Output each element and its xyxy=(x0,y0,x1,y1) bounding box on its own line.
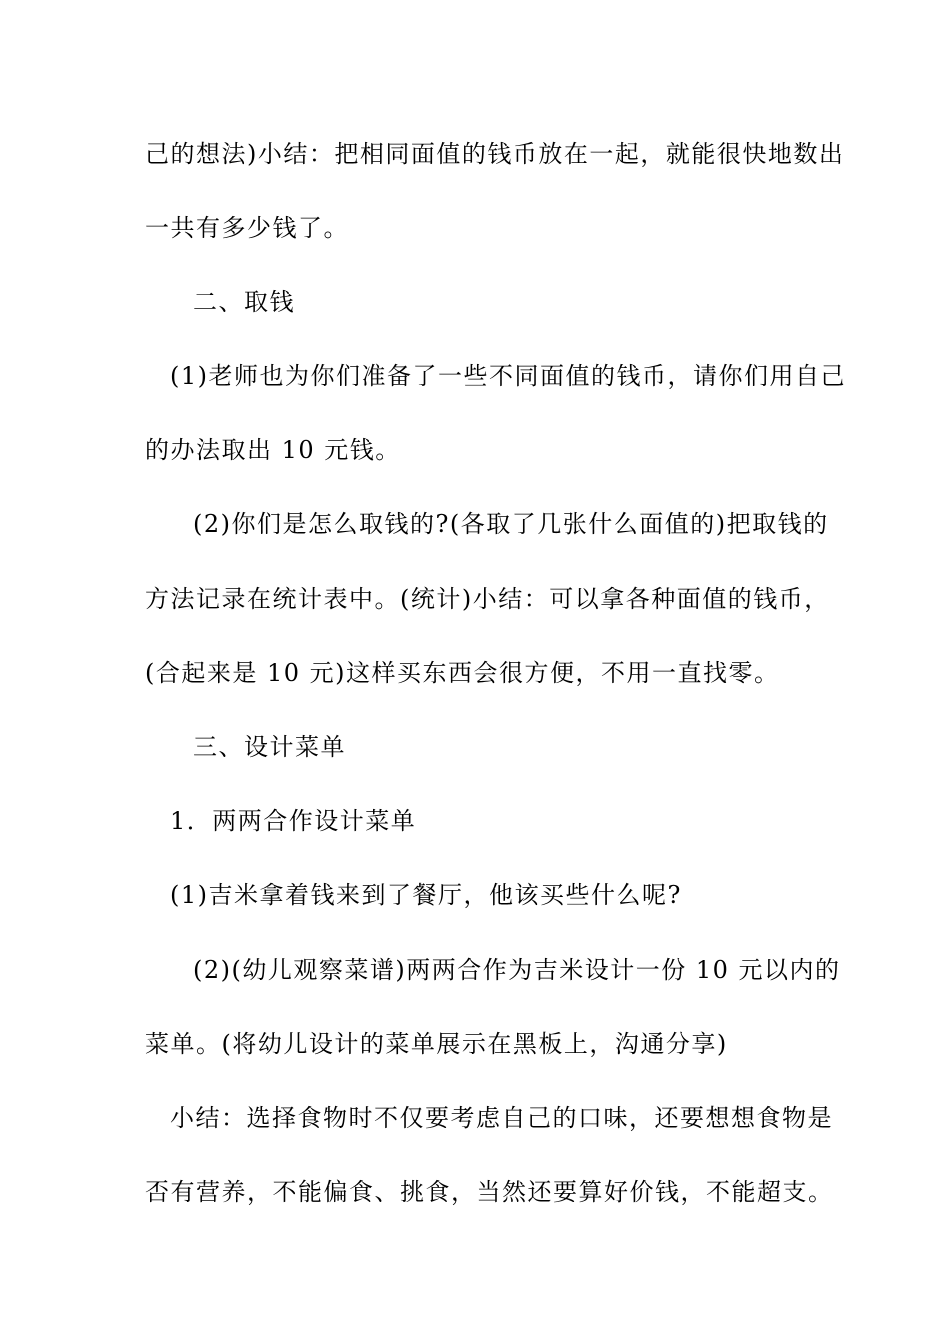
text-line: (1)老师也为你们准备了一些不同面值的钱币，请你们用自己 xyxy=(170,362,846,390)
section-heading: 三、设计菜单 xyxy=(193,733,346,761)
text-line: (1)吉米拿着钱来到了餐厅，他该买些什么呢? xyxy=(170,881,682,909)
text-line: 一共有多少钱了。 xyxy=(145,214,349,242)
text-line: (2)(幼儿观察菜谱)两两合作为吉米设计一份 10 元以内的 xyxy=(193,956,841,984)
text-line: 己的想法)小结：把相同面值的钱币放在一起，就能很快地数出 xyxy=(145,140,845,168)
text-line: 小结：选择食物时不仅要考虑自己的口味，还要想想食物是 xyxy=(170,1104,833,1132)
section-heading: 二、取钱 xyxy=(193,288,295,316)
text-line: 菜单。(将幼儿设计的菜单展示在黑板上，沟通分享) xyxy=(145,1030,728,1058)
subsection-heading: 1．两两合作设计菜单 xyxy=(170,807,417,835)
text-line: 方法记录在统计表中。(统计)小结：可以拿各种面值的钱币， xyxy=(145,585,830,613)
text-line: 否有营养，不能偏食、挑食，当然还要算好价钱，不能超支。 xyxy=(145,1178,834,1206)
text-line: (合起来是 10 元)这样买东西会很方便，不用一直找零。 xyxy=(145,659,780,687)
text-line: (2)你们是怎么取钱的?(各取了几张什么面值的)把取钱的 xyxy=(193,510,829,538)
text-line: 的办法取出 10 元钱。 xyxy=(145,436,401,464)
